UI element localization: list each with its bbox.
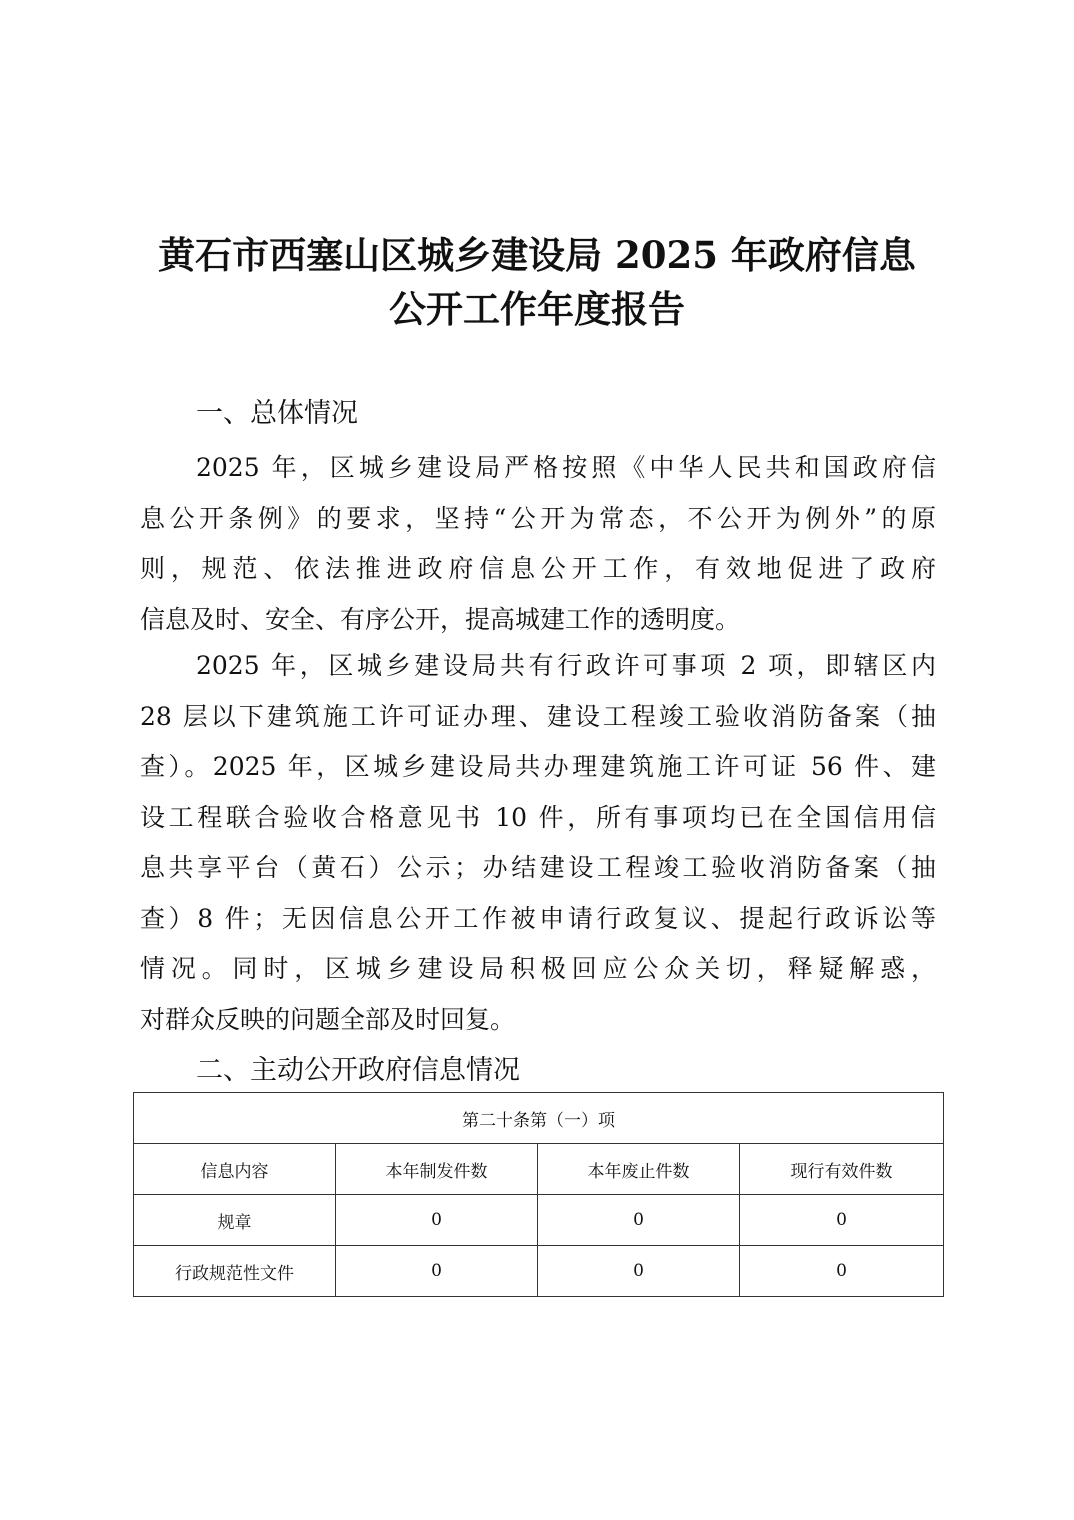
table-cell: 0 bbox=[538, 1246, 740, 1297]
table-cell: 0 bbox=[740, 1195, 944, 1246]
table-cell: 0 bbox=[336, 1195, 538, 1246]
table-header-cell: 本年制发件数 bbox=[336, 1144, 538, 1195]
section-1-paragraph-2 bbox=[140, 641, 936, 1045]
table-caption-row bbox=[134, 1093, 944, 1144]
table-header-cell: 本年废止件数 bbox=[538, 1144, 740, 1195]
table-header-cell: 现行有效件数 bbox=[740, 1144, 944, 1195]
table-cell: 0 bbox=[740, 1246, 944, 1297]
table-cell: 0 bbox=[538, 1195, 740, 1246]
paragraph-line: 2025 年，区城乡建设局严格按照《中华人民共和国政府信 bbox=[196, 453, 936, 482]
report-title-line-2: 公开工作年度报告 bbox=[389, 287, 685, 331]
report-title bbox=[100, 228, 974, 336]
paragraph-line: 息共享平台（黄石）公示；办结建设工程竣工验收消防备案（抽 bbox=[140, 853, 936, 882]
table-header-row bbox=[134, 1144, 944, 1195]
paragraph-line: 28 层以下建筑施工许可证办理、建设工程竣工验收消防备案（抽 bbox=[140, 701, 936, 731]
table-row bbox=[134, 1246, 944, 1297]
paragraph-line: 息公开条例》的要求，坚持“公开为常态，不公开为例外”的原 bbox=[140, 503, 936, 533]
paragraph-line: 2025 年，区城乡建设局共有行政许可事项 2 项，即辖区内 bbox=[196, 651, 936, 680]
disclosure-table bbox=[133, 1092, 944, 1297]
table-header-cell: 信息内容 bbox=[134, 1144, 336, 1195]
paragraph-line: 查）。2025 年，区城乡建设局共办理建筑施工许可证 56 件、建 bbox=[140, 752, 936, 781]
table-cell: 规章 bbox=[134, 1195, 336, 1246]
paragraph-line: 查）8 件；无因信息公开工作被申请行政复议、提起行政诉讼等 bbox=[140, 903, 936, 933]
table-caption: 第二十条第（一）项 bbox=[134, 1093, 944, 1144]
report-title-line-1: 黄石市西塞山区城乡建设局 2025 年政府信息 bbox=[158, 233, 916, 277]
paragraph-line: 情况。同时，区城乡建设局积极回应公众关切，释疑解惑， bbox=[140, 954, 936, 983]
paragraph-line: 信息及时、安全、有序公开，提高城建工作的透明度。 bbox=[140, 604, 741, 634]
paragraph-line: 则，规范、依法推进政府信息公开工作，有效地促进了政府 bbox=[140, 554, 936, 583]
paragraph-line: 对群众反映的问题全部及时回复。 bbox=[140, 1004, 516, 1034]
section-1-paragraph-1 bbox=[140, 443, 936, 645]
table-cell: 行政规范性文件 bbox=[134, 1246, 336, 1297]
section-1-heading: 一、总体情况 bbox=[196, 398, 358, 429]
paragraph-line: 设工程联合验收合格意见书 10 件，所有事项均已在全国信用信 bbox=[140, 802, 936, 832]
section-2-heading: 二、主动公开政府信息情况 bbox=[196, 1055, 520, 1086]
table-cell: 0 bbox=[336, 1246, 538, 1297]
table-row bbox=[134, 1195, 944, 1246]
